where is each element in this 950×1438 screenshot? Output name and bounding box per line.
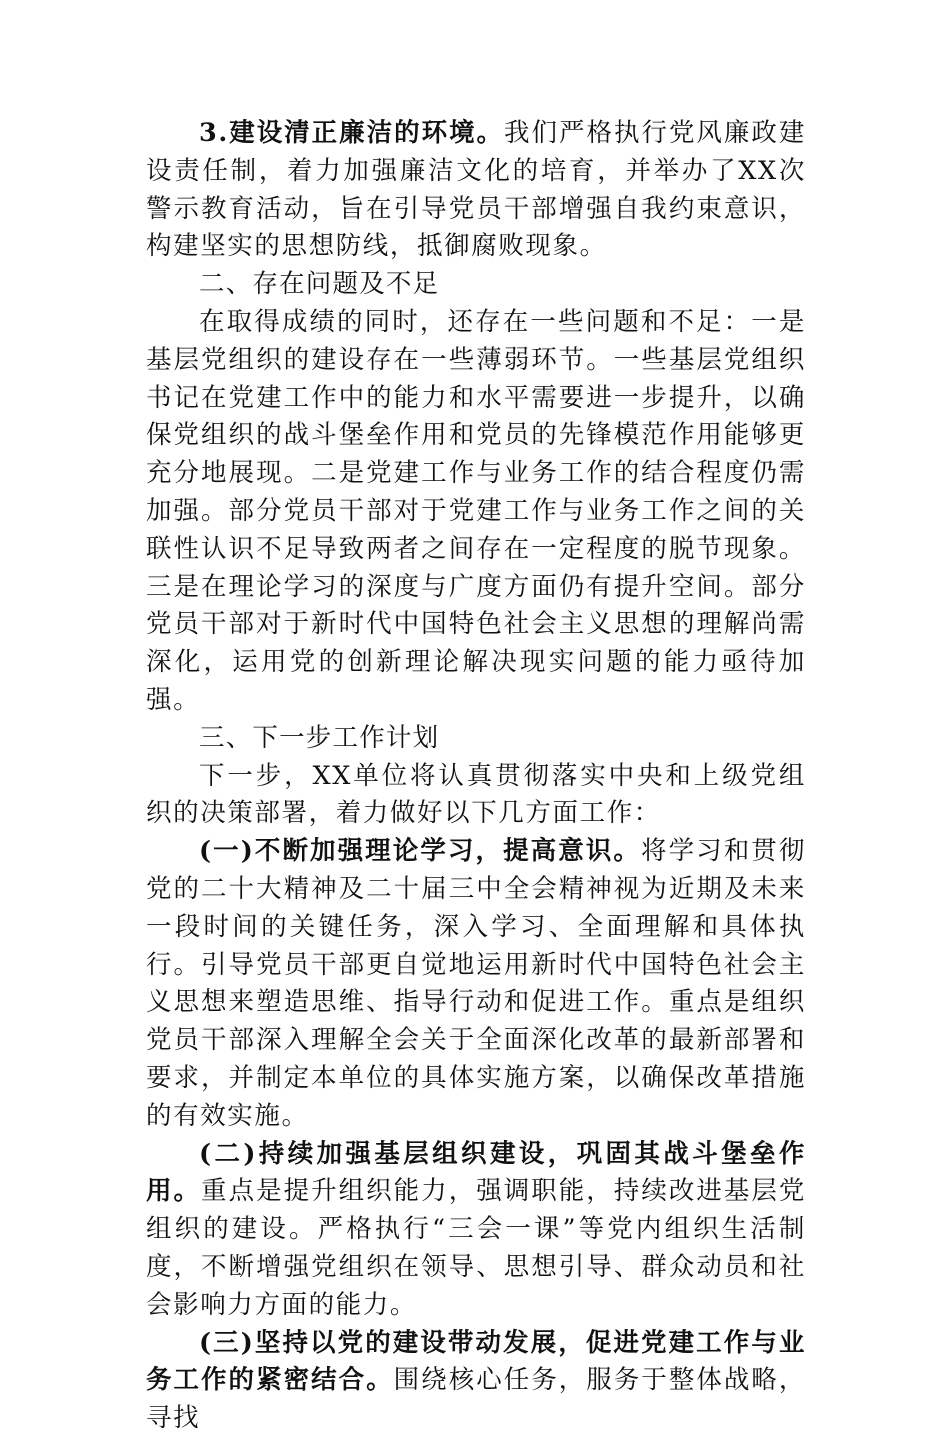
- item-text: 围绕核心任务，服务于整体战略，寻找: [146, 1365, 806, 1434]
- paragraph-item-1: [146, 833, 806, 1135]
- item-text: 将学习和贯彻党的二十大精神及二十届三中全会精神视为近期及未来一段时间的关键任务，深入学习、全面理解和具体执行。引导党员干部更自觉地运用新时代中国特色社会主义思想来塑造思维、指导行动和促进工作。重点是组织党员干部深入理解全会关于全面深化改革的最新部署和要求，并制定本单位的具体实施方案，以确保改革措施的有效实施。: [146, 836, 806, 1131]
- item-text: 重点是提升组织能力，强调职能，持续改进基层党组织的建设。严格执行“三会一课”等党内组织生活制度，不断增强党组织在领导、思想引导、群众动员和社会影响力方面的能力。: [146, 1176, 807, 1320]
- item-lead: (一)不断加强理论学习，提高意识。: [199, 836, 641, 867]
- paragraph-lead: 3.建设清正廉洁的环境。: [199, 118, 505, 148]
- paragraph-item-2: [146, 1136, 806, 1325]
- paragraph-clean-environment: [146, 115, 806, 266]
- paragraph-plan-intro: 下一步，XX单位将认真贯彻落实中央和上级党组织的决策部署，着力做好以下几方面工作：: [146, 760, 806, 829]
- section-heading-plan: 三、下一步工作计划: [199, 722, 440, 753]
- item-lead: (三)坚持以党的建设带动发展，促进党建工作与业务工作的紧密结合。: [146, 1327, 806, 1396]
- item-lead: (二)持续加强基层组织建设，巩固其战斗堡垒作用。: [146, 1138, 806, 1207]
- paragraph-problems: 在取得成绩的同时，还存在一些问题和不足：一是基层党组织的建设存在一些薄弱环节。一些基层党组织书记在党建工作中的能力和水平需要进一步提升，以确保党组织的战斗堡垒作用和党员的先锋模范作用能够更充分地展现。二是党建工作与业务工作的结合程度仍需加强。部分党员干部对于党建工作与业务工作之间的关联性认识不足导致两者之间存在一定程度的脱节现象。三是在理论学习的深度与广度方面仍有提升空间。部分党员干部对于新时代中国特色社会主义思想的理解尚需深化，运用党的创新理论解决现实问题的能力亟待加强。: [146, 306, 806, 715]
- paragraph-item-3: [146, 1325, 806, 1438]
- section-heading-problems: 二、存在问题及不足: [199, 269, 440, 300]
- paragraph-text: 我们严格执行党风廉政建设责任制，着力加强廉洁文化的培育，并举办了XX次警示教育活动，旨在引导党员干部增强自我约束意识，构建坚实的思想防线，抵御腐败现象。: [146, 118, 806, 262]
- document-body: [146, 115, 806, 1438]
